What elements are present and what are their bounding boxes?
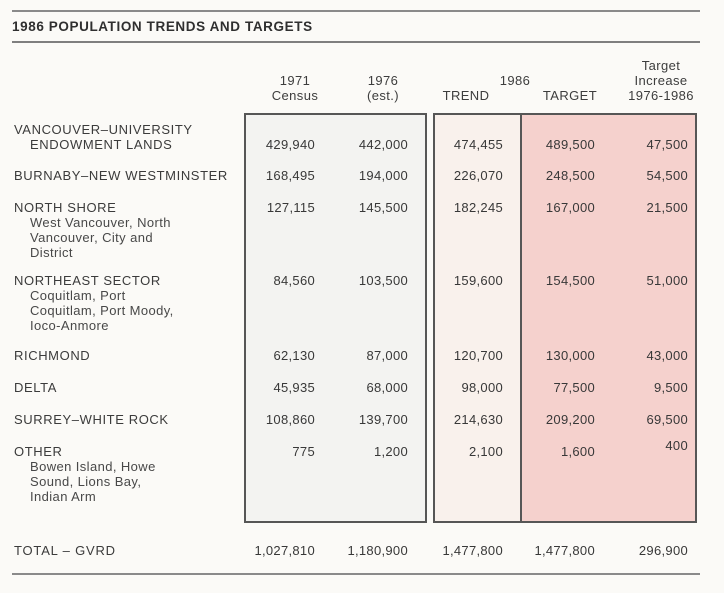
column-header-line: Target [641, 58, 681, 73]
value-1971-census: 127,115 [266, 200, 315, 215]
column-header-line: 1976-1986 [628, 88, 694, 103]
region-label-line: DELTA [14, 380, 57, 395]
region-label-cell [14, 380, 244, 395]
region-label-line: VANCOUVER–UNIVERSITY [14, 122, 193, 137]
region-sublabel-line: District [30, 245, 73, 260]
table-row [14, 438, 688, 504]
total-target-increase: 296,900 [638, 543, 688, 558]
value-1986-target: 130,000 [545, 348, 595, 363]
bottom-rule [12, 573, 700, 575]
region-sublabel-line: Ioco-Anmore [30, 318, 109, 333]
region-label-cell [14, 200, 244, 260]
top-rule [12, 10, 700, 12]
region-label-cell [14, 444, 244, 504]
value-target-increase: 51,000 [646, 273, 688, 288]
value-1976-est: 87,000 [366, 348, 408, 363]
total-1976-est: 1,180,900 [347, 543, 408, 558]
value-1971-census: 775 [292, 444, 315, 459]
value-1986-trend: 120,700 [453, 348, 503, 363]
table-row [14, 168, 688, 183]
value-1986-trend: 226,070 [453, 168, 503, 183]
region-sublabel-line: Sound, Lions Bay, [30, 474, 142, 489]
table-row [14, 380, 688, 395]
region-label-line: ENDOWMENT LANDS [30, 137, 173, 152]
column-header-sub: (est.) [366, 88, 399, 103]
column-header-1971-census [255, 73, 335, 103]
column-header-line: Increase [634, 73, 688, 88]
column-header-1976-est [343, 73, 423, 103]
value-1971-census: 168,495 [265, 168, 315, 183]
region-sublabel-line: Coquitlam, Port [30, 288, 126, 303]
column-header-target: TARGET [542, 88, 598, 103]
value-1986-trend: 98,000 [461, 380, 503, 395]
region-sublabel-line: Bowen Island, Howe [30, 459, 156, 474]
table-body [14, 122, 688, 504]
value-target-increase: 54,500 [646, 168, 688, 183]
total-1986-trend: 1,477,800 [442, 543, 503, 558]
value-target-increase: 43,000 [646, 348, 688, 363]
region-label-cell [14, 348, 244, 363]
value-1986-target: 209,200 [545, 412, 595, 427]
value-1986-target: 154,500 [545, 273, 595, 288]
total-label: TOTAL – GVRD [14, 543, 116, 558]
column-header-trend: TREND [442, 88, 490, 103]
region-sublabel-line: West Vancouver, North [30, 215, 171, 230]
region-label-cell [14, 122, 244, 152]
region-sublabel-line: Indian Arm [30, 489, 97, 504]
value-1986-target: 1,600 [560, 444, 595, 459]
page-title: 1986 POPULATION TRENDS AND TARGETS [12, 19, 313, 34]
value-target-increase: 9,500 [653, 380, 688, 395]
value-1971-census: 429,940 [265, 137, 315, 152]
value-1986-trend: 474,455 [453, 137, 503, 152]
region-label-line: NORTH SHORE [14, 200, 117, 215]
value-1986-trend: 2,100 [468, 444, 503, 459]
value-1976-est: 442,000 [358, 137, 408, 152]
region-sublabel-line: Vancouver, City and [30, 230, 153, 245]
value-1986-trend: 182,245 [453, 200, 503, 215]
column-header-target-increase [611, 58, 711, 103]
value-1986-target: 167,000 [545, 200, 595, 215]
table-row [14, 273, 688, 333]
region-label-cell [14, 168, 244, 183]
value-1971-census: 62,130 [273, 348, 315, 363]
total-1986-target: 1,477,800 [534, 543, 595, 558]
region-label-cell [14, 273, 244, 333]
value-1986-target: 77,500 [553, 380, 595, 395]
value-1986-trend: 159,600 [453, 273, 503, 288]
table-row [14, 122, 688, 152]
value-1976-est: 139,700 [358, 412, 408, 427]
title-underline-rule [12, 41, 700, 43]
total-row [14, 543, 688, 558]
total-1971-census: 1,027,810 [254, 543, 315, 558]
value-1986-target: 248,500 [545, 168, 595, 183]
region-label-line: BURNABY–NEW WESTMINSTER [14, 168, 228, 183]
region-label-line: OTHER [14, 444, 63, 459]
region-label-cell [14, 412, 244, 427]
value-1976-est: 194,000 [358, 168, 408, 183]
region-sublabel-line: Coquitlam, Port Moody, [30, 303, 174, 318]
value-1976-est: 103,500 [358, 273, 408, 288]
value-1986-target: 489,500 [545, 137, 595, 152]
value-1976-est: 1,200 [373, 444, 408, 459]
value-1971-census: 84,560 [273, 273, 315, 288]
value-target-increase: 47,500 [646, 137, 688, 152]
region-label-line: SURREY–WHITE ROCK [14, 412, 169, 427]
region-label-line: RICHMOND [14, 348, 91, 363]
value-target-increase: 400 [665, 438, 688, 453]
table-row [14, 412, 688, 427]
table-row [14, 348, 688, 363]
value-target-increase: 21,500 [646, 200, 688, 215]
column-header-year: 1976 [367, 73, 399, 88]
column-header-sub: Census [271, 88, 319, 103]
value-1971-census: 45,935 [273, 380, 315, 395]
column-group-header-1986: 1986 [499, 73, 531, 88]
value-1971-census: 108,860 [265, 412, 315, 427]
value-1976-est: 145,500 [358, 200, 408, 215]
value-target-increase: 69,500 [646, 412, 688, 427]
value-1976-est: 68,000 [366, 380, 408, 395]
value-1986-trend: 214,630 [453, 412, 503, 427]
column-header-year: 1971 [279, 73, 311, 88]
table-row [14, 200, 688, 260]
region-label-line: NORTHEAST SECTOR [14, 273, 161, 288]
